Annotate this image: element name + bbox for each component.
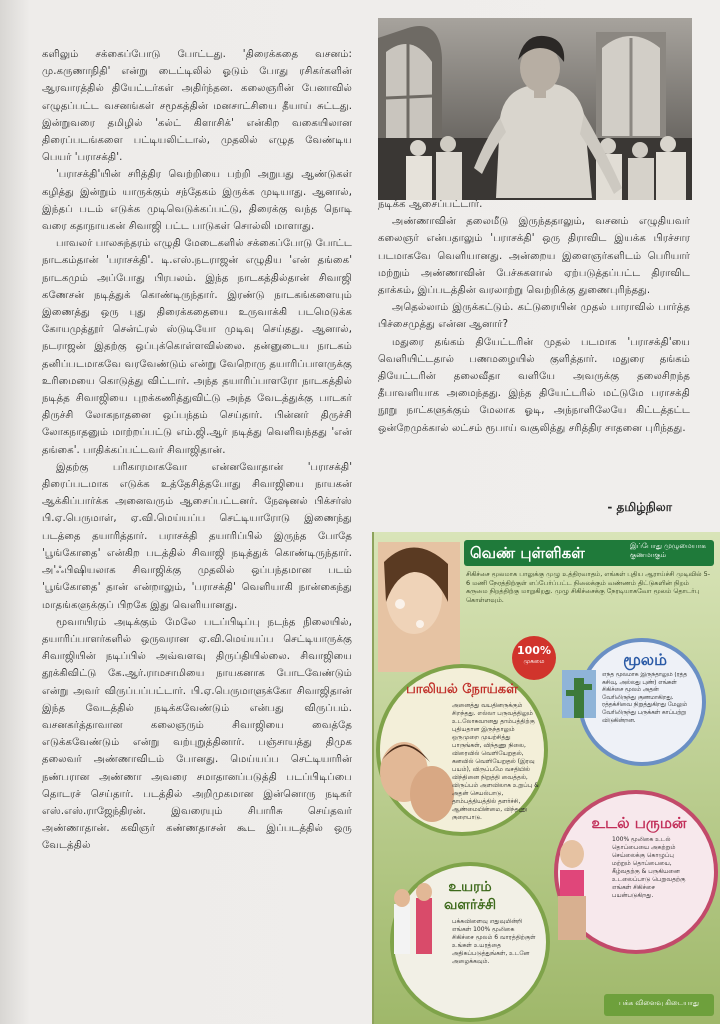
paragraph: அதெல்லாம் இருக்கட்டும். கட்டுரையின் முதல் பாராவில் பார்த்த பிச்சைமுத்து என்ன ஆனார்?: [378, 302, 690, 331]
ad-title-note: இப்போது முழுமையாக குணமாகும்: [630, 542, 706, 559]
box4-text: பக்கவிளைவு எதுவுமின்றி எங்கள் 100% மூலிகை சிகிச்சை மூலம் 6 வாரத்திற்குள் உங்கள் உயரத்தை அதிகப்படுத்துங்கள், உடனே அழைக்கவும்.: [452, 918, 536, 965]
ad-intro: சிகிச்சை மூலமாக பாலுக்கு முழு உத்திரவாதம், எங்கள் புதிய ஆராய்ச்சி முடிவில் 5-6 மணி நேரத்திற்குள் எப்பேர்ப்பட்ட நிலைக்கும் வண்ணம் திட்டுகளின் நிறம் கருமை நிறத்திற்கு மாறுகிறது. முழு சிகிச்சைக்கு நேரடியாகவோ மூலம் தொடர்பு கொள்ளவும்.: [466, 570, 711, 604]
article-right-column: [378, 196, 690, 514]
paragraph: 'பராசக்தி'யின் சரித்திர வெற்றியை பற்றி அறுபது ஆண்டுகள் கழித்து இன்றும் யாருக்கும் சந்தேகம் இருக்க முடியாது. ஆனால், இந்தப் படம் எடுக்க முடிவெடுக்கப்பட்டு, திரைக்கு வந்த நொடி வரை கதாநாயகன் சிவாஜி பட்ட பாடுகள் சொல்லி மாளாது.: [42, 169, 352, 233]
box2-title: மூலம்: [623, 650, 667, 669]
advertisement: [372, 532, 720, 1024]
box1-title: பாலியல் நோய்கள்: [406, 682, 518, 697]
badge-percent: 100%: [517, 644, 551, 657]
film-still-photo: [378, 18, 692, 200]
paragraph: இதற்கு பரிகாரமாகவோ என்னவோதான் 'பராசக்தி' திரைப்படமாக எடுக்க உத்தேசித்தபோது சிவாஜியை நாயகன் ஆக்கிப்பார்க்க அனைவரும் ஆசைப்பட்டனர். நேஷனல் பிக்சர்ஸ் பி.ஏ.பெருமாள், ஏ.வி.மெய்யப்ப செட்டியாரோடு இணைந்து படத்தை தயாரித்தார். பராசக்தி தயாரிப்பில் இருந்த போதே 'பூங்கோதை' என்கிற படத்தில் சிவாஜி நடித்துக் கொண்டிருந்தார். அ'ஃபிஷியலாக சிவாஜிக்கு முதலில் ஒப்பந்தமான படம் 'பூங்கோதை' தான் என்றாலும், 'பராசக்தி' வெளியாகி நான்கைந்து மாதங்களுக்குப் பிறகே இது வெளியானது.: [42, 461, 352, 611]
box1-text: அனைத்து வயதினருக்கும் சிறந்தது. எல்லா பருவத்திலும் உடலோகவானது தாம்பத்திற்கு புதியதான இருந்தாலும் ஒருமுறை முயற்சித்து பாருங்கள், விந்தணு நிலை, விரைவில் வெளியேறுதல், கனவில் வெளியேறுதல் (இரவு பயம்), விருப்பமே வசதியில் விந்தினை நிறுத்தி வைத்தல், விருப்பம் அளவிலாக உறுப்பு & அதன் செயல்பாடு, தாம்பத்தியத்தில் தளர்ச்சி, ஆண்மையின்மை, விந்தணு குறைபாடு.: [452, 702, 539, 820]
paragraph: மதுரை தங்கம் தியேட்டரின் முதல் படமாக 'பராசக்தி'யை வெளியிட்டதால் பணமழையில் குளித்தார். மதுரை தங்கம் தியேட்டரின் தலைவீதா வளியே அவருக்கு தலைசிறந்த தீபாவளியாக அமைந்தது. இந்த தியேட்டரில் மட்டுமே பராசக்தி நூறு நாட்களுக்கும் மேலாக ஓடி, அந்நாளிலேயே கிட்டத்தட்ட ஒன்றேமுக்கால் லட்சம் ரூபாய் வசூலித்து சரித்திர சாதனை புரிந்தது.: [378, 336, 690, 434]
author-byline: - தமிழ்நிலா: [607, 500, 672, 514]
paragraph: களிலும் சக்கைப்போடு போட்டது. 'திரைக்கதை வசனம்: மு.கருணாநிதி' என்று டைட்டிலில் ஓடும் போது ரசிகர்களின் ஆரவாரத்தில் தியேட்டர்கள் அதிர்ந்தன. கலைஞரின் பேனாவில் எழுதப்பட்ட வசனங்கள் சமூகத்தின் மனசாட்சியை தீயாய் சுட்டது. இன்றுவரை தமிழில் 'கல்ட் கிளாசிக்' என்கிற வகையிலான திரைப்படங்களை பட்டியலிட்டால், முதலில் எழுத வேண்டிய பெயர் 'பராசக்தி'.: [42, 49, 352, 164]
paragraph: பாவலர் பாலசுந்தரம் எழுதி மேடைகளில் சக்கைப்போடு போட்ட நாடகம்தான் 'பராசக்தி'. டி.எஸ்.நடராஜன் எழுதிய 'என் தங்கை' நாடகமும் அப்போது பிரபலம். இந்த நாடகத்தில்தான் சிவாஜி கணேசன் நடித்துக் கொண்டிருந்தார். இரண்டு நாடகங்களையும் இணைத்து ஒரு புது திரைக்கதையை உருவாக்கி படமெடுக்க கோயமுத்தூர் சென்ட்ரல் ஸ்டுடியோ முடிவு செய்தது. ஆனால், நடராஜன் இதற்கு ஒப்புக்கொள்ளவில்லை. தன்னுடைய நாடகம் தனிப்படமாகவே வரவேண்டும் என்று வேறொரு தயாரிப்பாளருக்கு உரிமையை கொடுத்து விட்டார். அந்த தயாரிப்பாளரோ நாடகத்தில் நடித்த சிவாஜியை புறக்கணித்துவிட்டு அந்த வேடத்துக்கு பாடகர் திருச்சி லோகநாதனை ஒப்பந்தம் செய்தார். பின்னர் திருச்சி லோகநாதனும் மாற்றப்பட்டு எம்.ஜி.ஆர் நடித்து வெளிவந்தது 'என் தங்கை'. பாதிக்கப்பட்டவர் சிவாஜிதான்.: [42, 238, 352, 456]
article-left-column: [42, 46, 352, 1024]
paragraph: அண்ணாவின் தலைமீடு இருந்ததாலும், வசனம் எழுதியவர் கலைஞர் என்பதாலும் 'பராசக்தி' ஒரு திராவிட இயக்க பிரச்சார படமாகவே வெளியானது. அன்றைய இளைஞர்களிடம் பெரியார் மற்றும் அண்ணாவின் பேச்சுகளால் ஏற்படுத்தப்பட்ட திராவிட தாக்கம், இப்படத்தின் வரலாற்று வெற்றிக்கு துணைபுரிந்தது.: [378, 216, 690, 297]
ad-footer: பக்க விளைவு கிடையாது: [619, 999, 699, 1007]
box4-title: உயரம் வளர்ச்சி: [443, 879, 497, 913]
badge-label: முகமை: [523, 658, 545, 665]
box3-text: 100% மூலிகை உடல் தொப்பையை அகற்றும் செய்லைக்கு கொழுப்பு மற்றும் தொப்பையை, கீழ்வதற்கு & பருகியனை உடலைப்பாடு பெறுவதற்கு எங்கள் சிகிச்சை பயன்படுகிறது.: [612, 836, 686, 899]
paragraph: மூவாயிரம் அடிக்கும் மேலே படப்பிடிப்பு நடந்த நிலையில், தயாரிப்பாளர்களில் ஒருவரான ஏ.வி.மெய்யப்ப செட்டியாருக்கு சிவாஜியின் நடிப்பில் அவ்வளவு திருப்தியில்லை. சிவாஜியை தூக்கிவிட்டு கே.ஆர்.ராமசாமியை நாயகனாக போடவேண்டும் என்று அவர் விருப்பப்பட்டார். பி.ஏ.பெருமாளுக்கோ சிவாஜிதான் இந்த வேடத்தில் நடிக்கவேண்டும் என்பது விருப்பம். வசனகர்த்தாவான கலைஞரும் சிவாஜியை வைத்தே எடுக்கவேண்டும் என்று வற்புறுத்தினார். பஞ்சாயத்து திமுக தலைவர் அண்ணாவிடம் போனது. மெய்யப்ப செட்டியாரின் நண்பரான அண்ணா அவரை சமாதானப்படுத்தி படப்பிடிப்பை தொடரச் செய்தார். படத்தில் அறிமுகமான இன்னொரு நடிகர் எஸ்.எஸ்.ராஜேந்திரன். இவரையும் சிபாரிசு செய்தவர் அண்ணாதான். கவிஞர் கண்ணதாசன் கூட இப்படத்தில் ஒரு வேடத்தில்: [42, 616, 352, 852]
paragraph: நடிக்க ஆசைப்பட்டார்.: [378, 199, 483, 210]
box3-title: உடல் பருமன்: [591, 814, 687, 832]
box2-text: எந்த மூலமாக இருந்தாலும் (ரத்த கசிவு, அல்லது புண்) எங்கள் சிகிச்சை மூலம் அதன் வேரிலிருந்து குணமாகிறது. ரத்தக்சிவை நிறுத்துகிறது மேலும் வேரிலிருந்து பருக்கள் காப்பற்று விடுகின்றன.: [602, 672, 688, 724]
ad-title: வெண் புள்ளிகள்: [470, 544, 585, 562]
